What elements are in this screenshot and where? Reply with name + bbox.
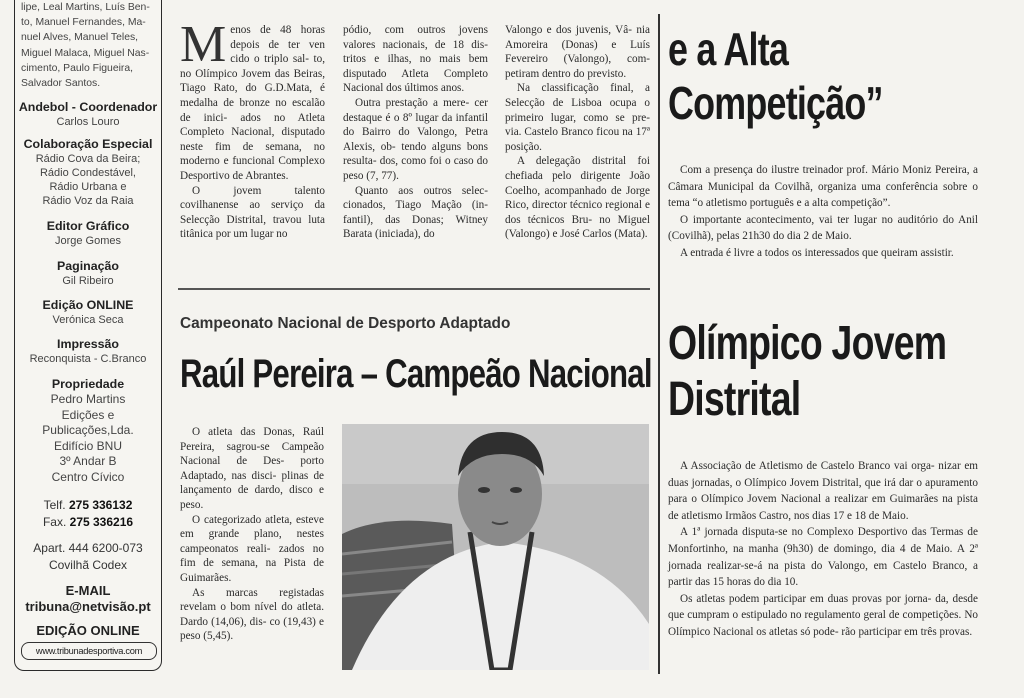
section-value: Edifício BNU [53, 438, 123, 453]
paragraph: Com a presença do ilustre treinador prof. Mário Moniz Pereira, a Câmara Municipal da Covilhã, organiza uma conferência sobre o tema “o atletismo português e a alta competição”. [668, 164, 978, 210]
column-divider [658, 14, 660, 674]
drop-cap: M [180, 16, 227, 73]
section-heading: Paginação [57, 259, 119, 273]
section-value: Rádio Voz da Raia [42, 195, 134, 207]
section-value: 3º Andar B [59, 454, 117, 469]
staff-line: Salvador Santos. [21, 78, 101, 90]
section-value: Rádio Cova da Beira; [35, 153, 141, 165]
paragraph: A entrada é livre a todos os interessados que queiram assistir. [680, 246, 954, 259]
paragraph: O importante acontecimento, vai ter lugar no auditório do Anil (Covilhã), pelas 21h30 do dia 2 de Maio. [668, 213, 978, 243]
article2-kicker: Campeonato Nacional de Desporto Adaptado [180, 315, 511, 332]
paragraph: Quanto aos outros selec- cionados, Tiago Mação (in- fantil), das Donas; Witney Barata (iniciada), do [343, 184, 488, 241]
paragraph: Outra prestação a mere- cer destaque é o 8º lugar da infantil do Bairro do Valongo, Petra Alexis, ob- tendo alguns bons resulta- dos, como foi o caso do peso (7, 77). [343, 96, 488, 182]
section-value: Verónica Seca [52, 314, 124, 326]
staff-line: Miguel Malaca, Miguel Nas- [21, 47, 150, 59]
section-value: Centro Cívico [51, 469, 125, 484]
paragraph: A Associação de Atletismo de Castelo Branco vai orga- nizar em duas jornadas, o Olímpico Jovem Distrital, que irá dar o apuramento para o Olímpico Jovem Nacional a realizar em Guimarães na pista de atletismo Irmãos Castro, nos dias 17 e 18 de Maio. [668, 460, 978, 522]
paragraph: Valongo e dos juvenis, Vâ- nia Amoreira (Donas) e Luís Fevereiro (Valongo), com- petiram dentro do previsto. [505, 24, 650, 80]
section-andebol [15, 99, 161, 129]
section-heading: Andebol - Coordenador [18, 100, 158, 114]
address-block [15, 540, 161, 574]
staff-line: to, Manuel Fernandes, Ma- [21, 17, 146, 29]
paragraph: O categorizado atleta, esteve em grande plano, nestes campeonatos reali- zados no fim de semana, na Pista de Guimarães. [180, 513, 324, 584]
section-value: Gil Ribeiro [62, 275, 114, 287]
article3-headline-line2: Competição” [668, 77, 883, 129]
athlete-photo [342, 424, 649, 670]
article3-body [668, 162, 978, 262]
section-editor-grafico [15, 218, 161, 248]
staff-line: cimento, Paulo Figueira, [21, 62, 134, 74]
section-value: Publicações,Lda. [42, 423, 134, 438]
email-label: E-MAIL [65, 583, 111, 598]
section-heading: Editor Gráfico [46, 219, 130, 233]
email-address[interactable]: tribuna@netvisão.pt [25, 599, 151, 614]
section-value: Rádio Urbana e [49, 181, 127, 193]
fax-number: 275 336216 [69, 515, 134, 529]
paragraph: enos de 48 horas depois de ter ven cido o triplo sal- to, no Olímpico Jovem das Beiras, Tiago Rato, do G.D.Mata, é medalha de bronze no escalão de inici- ados no Atleta Completo Nacional, disputado neste fim de semana, no moderno e funcional Complexo Desportivo de Abrantes. [180, 24, 325, 182]
telephone [15, 497, 161, 514]
section-heading: Impressão [57, 337, 119, 351]
paragraph: A 1ª jornada disputa-se no Complexo Desportivo das Termas de Monfortinho, na manha (9h30) de domingo, dia 4 de Maio. A 2ª jornada realizar-se-á na pista do Valongo, em Castelo Branco, a partir das 15 horas do dia 10. [668, 526, 978, 589]
article1-column-2 [343, 23, 488, 242]
paragraph: pódio, com outros jovens valores nacionais, de 18 dis- tritos e ilhas, no mais bem disputado Atleta Completo Nacional dos últimos anos. [343, 24, 488, 95]
section-colaboracao [15, 136, 161, 208]
fax-label: Fax. [42, 515, 67, 529]
section-value: Carlos Louro [56, 116, 120, 128]
staff-list [21, 0, 157, 91]
city: Covilhã Codex [48, 558, 128, 572]
paragraph: Os atletas podem participar em duas provas por jorna- da, desde que cumpram o estipulado no regulamento geral de competições. No Olímpico Nacional os atletas só pode- rão participar em três provas. [668, 592, 978, 638]
article3-headline-line1: e a Alta [668, 23, 789, 75]
section-heading: Edição ONLINE [42, 298, 134, 312]
article4-body [668, 458, 978, 641]
paragraph: Na classificação final, a Selecção de Lisboa ocupa o primeiro lugar, como se pre- via. Castelo Branco ficou na 17ª posição. [505, 82, 650, 153]
paragraph: O jovem talento covilhanense ao serviço da Selecção Distrital, travou luta titânica por um lugar no [180, 184, 325, 241]
article1-column-1 [180, 16, 325, 242]
article1-column-3 [505, 23, 650, 242]
section-impressao [15, 336, 161, 366]
telephone-label: Telf. [43, 498, 66, 512]
paragraph: A delegação distrital foi chefiada pelo dirigente João Coelho, acompanhado de Jorge Rico, director técnico regional e dos técnicos Bru- no Miguel (Valongo) e José Carlos (Mata). [505, 155, 650, 241]
paragraph: As marcas registadas revelam o bom nível do atleta. Dardo (14,06), dis- co (19,43) e peso (5,45). [180, 586, 324, 643]
section-edicao-online [15, 297, 161, 327]
online-block [15, 623, 161, 639]
online-label: EDIÇÃO ONLINE [36, 623, 140, 638]
fax [15, 514, 161, 531]
postal-box: Apart. 444 6200-073 [33, 541, 143, 555]
masthead-sidebar [14, 0, 162, 671]
section-heading: Propriedade [51, 377, 125, 391]
article2-headline: Raúl Pereira – Campeão Nacional [180, 352, 652, 396]
section-value: Rádio Condestável, [39, 167, 136, 179]
telephone-number: 275 336132 [68, 498, 133, 512]
paragraph: O atleta das Donas, Raúl Pereira, sagrou-se Campeão Nacional de Des- porto Adaptado, nas disci- plinas de lançamento de dardo, disco e peso. [180, 426, 324, 511]
section-value: Reconquista - C.Branco [29, 353, 147, 365]
article4-headline-line2: Distrital [668, 373, 801, 426]
section-value: Edições e [61, 407, 115, 422]
email-block [15, 583, 161, 615]
article2-body [180, 425, 324, 644]
section-divider [178, 288, 650, 290]
athlete-photo-illustration [342, 424, 649, 670]
section-value: Pedro Martins [50, 392, 126, 406]
section-propriedade [15, 376, 161, 486]
staff-line: lipe, Leal Martins, Luís Ben- [21, 2, 150, 13]
website-link[interactable]: www.tribunadesportiva.com [21, 642, 157, 660]
article4-headline-line1: Olímpico Jovem [668, 317, 947, 370]
staff-line: nuel Alves, Manuel Teles, [21, 32, 139, 44]
section-paginacao [15, 258, 161, 288]
section-value: Jorge Gomes [54, 235, 122, 247]
section-heading: Colaboração Especial [23, 137, 153, 151]
phone-block [15, 497, 161, 531]
